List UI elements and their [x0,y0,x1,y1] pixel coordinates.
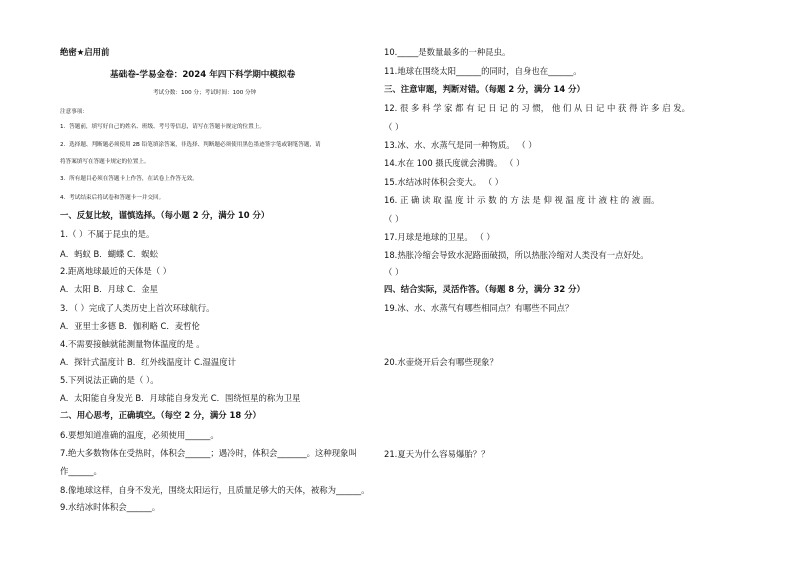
left-line: A．蚂蚁 B．蝴蝶 C．蜈蚣 [60,249,159,259]
left-line: 二、用心思考，正确填空。（每空 2 分，满分 18 分） [60,410,261,420]
right-line: 12. 很 多 科 学 家 都 有 记 日 记 的 习 惯， 他 们 从 日 记 中 获 得 许 多 启 发。 [384,103,690,113]
right-line: 14.水在 100 摄氏度就会沸腾。 （ ） [384,158,525,168]
left-line: 1.（ ）不属于昆虫的是。 [60,229,155,239]
right-line: 10._____是数量最多的一种昆虫。 [384,47,511,57]
right-line: 13.冰、水、水蒸气是同一种物质。 （ ） [384,140,537,150]
left-line: A．探针式温度计 B．红外线温度计 C.湿温度计 [60,357,237,367]
right-line: 15.水结冰时体积会变大。 （ ） [384,177,504,187]
left-line: 3．所有题目必须在答题卡上作答，在试卷上作答无效。 [60,176,198,182]
right-line: 18.热胀冷缩会导致水泥路面破损，所以热胀冷缩对人类没有一点好处。 [384,250,649,260]
right-line: （ ） [384,122,404,132]
right-line: 17.月球是地球的卫星。 （ ） [384,232,495,242]
left-line: A．太阳 B．月球 C．金星 [60,284,159,294]
left-line: 3．（ ）完成了人类历史上首次环球航行。 [60,303,215,313]
left-line: 9.水结冰时体积会______。 [60,502,161,512]
left-line: 考试分数：100 分；考试时间：100 分钟 [153,90,257,96]
right-line: 四、结合实际，灵活作答。（每题 8 分，满分 32 分） [384,284,585,294]
right-line: （ ） [384,214,404,224]
left-line: 2.距离地球最近的天体是（ ） [60,266,172,276]
left-line: 将答案填写在答题卡规定的位置上。 [60,159,150,165]
right-line: 三、注意审题，判断对错。（每题 2 分，满分 14 分） [384,84,585,94]
right-line: 20.水壶烧开后会有哪些现象？ [384,357,498,367]
left-line: 4.不需要接触就能测量物体温度的是 。 [60,339,205,349]
right-line: 16. 正 确 读 取 温 度 计 示 数 的 方 法 是 仰 视 温 度 计 液 柱 的 液 面。 [384,195,660,205]
left-line: 6.要想知道准确的温度，必须使用______。 [60,430,219,440]
left-line: 一、反复比较，谨慎选择。（每小题 2 分，满分 10 分） [60,210,270,220]
left-line: 5.下列说法正确的是（ ）。 [60,375,159,385]
right-line: 19.冰、水、水蒸气有哪些相同点？有哪些不同点？ [384,303,574,313]
left-line: 作______。 [60,466,102,476]
left-line: 绝密★启用前 [60,47,110,57]
left-line: 4．考试结束后将试卷和答题卡一并交回。 [60,195,165,201]
left-line: 8.像地球这样，自身不发光，围绕太阳运行，且质量足够大的天体，被称为______。 [60,485,370,495]
left-line: 2．选择题、判断题必须使用 2B 铅笔填涂答案，非选择、判断题必须使用黑色墨迹签字笔或钢笔答题，请 [60,142,321,148]
left-line: A．亚里士多德 B．伽利略 C．麦哲伦 [60,321,200,331]
left-line: 1．答题前，填写好自己的姓名、班级、考号等信息，请写在答题卡规定的位置上。 [60,124,265,130]
left-line: 注意事项： [60,109,88,115]
right-line: （ ） [384,267,404,277]
right-line: 21.夏天为什么容易爆胎？？ [384,449,490,459]
left-line: A．太阳能自身发光 B．月球能自身发光 C．围绕恒星的称为卫星 [60,393,301,403]
right-line: 11.地球在围绕太阳______的同时，自身也在______。 [384,66,582,76]
left-line: 7.绝大多数物体在受热时，体积会______；遇冷时，体积会_______。这种现象叫 [60,448,357,458]
left-line: 基础卷-学易金卷：2024 年四下科学期中模拟卷 [110,70,296,80]
